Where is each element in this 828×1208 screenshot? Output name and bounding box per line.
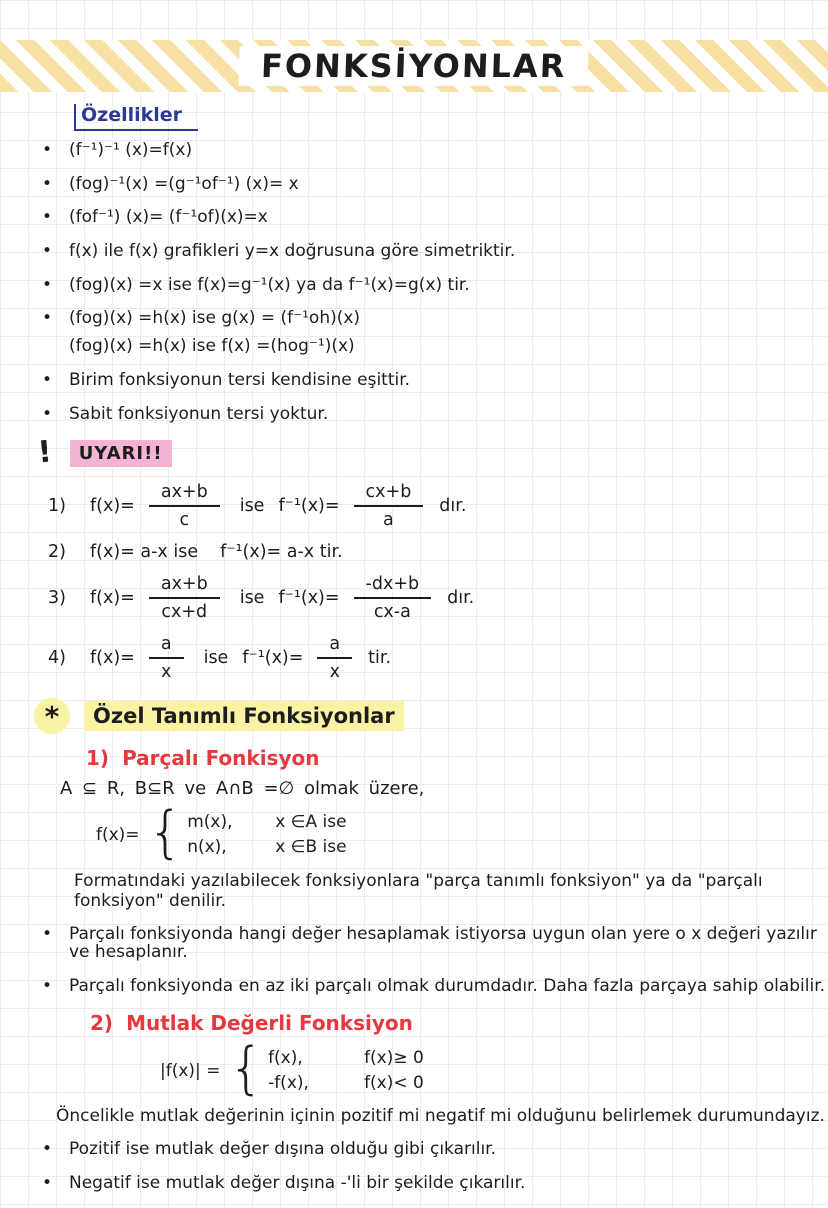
formula-suffix: tir. bbox=[368, 648, 392, 669]
fraction-denominator: x bbox=[161, 662, 172, 683]
list-item bbox=[42, 242, 828, 261]
list-item bbox=[42, 276, 828, 295]
list-item-continuation bbox=[42, 337, 828, 356]
formula-number: 2) bbox=[48, 542, 66, 563]
bullet-icon: • bbox=[42, 308, 53, 329]
case-condition: x ∈A ise bbox=[275, 812, 347, 833]
fraction-numerator: a bbox=[149, 634, 184, 659]
list-item-text: (f⁻¹)⁻¹ (x)=f(x) bbox=[69, 140, 193, 160]
list-item bbox=[42, 1174, 828, 1193]
bullet-icon: • bbox=[42, 976, 53, 997]
list-item-text: f(x) ile f(x) grafikleri y=x doğrusuna göre simetriktir. bbox=[69, 241, 516, 262]
list-item bbox=[42, 371, 828, 390]
list-item bbox=[42, 405, 828, 424]
bullet-icon: • bbox=[42, 173, 53, 194]
piecewise-cases bbox=[268, 1048, 424, 1093]
left-brace-icon: { bbox=[147, 800, 184, 866]
exclamation-icon: ! bbox=[36, 434, 54, 471]
subsection-number: 1) bbox=[86, 746, 110, 771]
bullet-icon: • bbox=[42, 1173, 53, 1194]
list-item-text: (fog)(x) =h(x) ise g(x) = (f⁻¹oh)(x) bbox=[69, 308, 361, 329]
subsection-label: Parçalı Fonkisyon bbox=[122, 746, 320, 771]
absolute-value-definition bbox=[160, 1035, 828, 1101]
properties-list bbox=[42, 141, 828, 423]
formula-lhs: f(x)= bbox=[90, 588, 135, 609]
bullet-icon: • bbox=[42, 207, 53, 228]
list-item-text: (fof⁻¹) (x)= (f⁻¹of)(x)=x bbox=[69, 207, 268, 228]
list-item bbox=[42, 1140, 828, 1159]
inverse-formula-list bbox=[0, 482, 828, 682]
case-expression: m(x), bbox=[187, 812, 233, 833]
list-item-text: Parçalı fonksiyonda hangi değer hesaplamak istiyorsa uygun olan yere o x değeri yazılır ve hesaplanır. bbox=[69, 923, 817, 963]
formula-number: 3) bbox=[48, 588, 66, 609]
formula-lhs: f(x)= a-x ise bbox=[90, 542, 199, 563]
fraction-denominator: a bbox=[383, 510, 394, 531]
case-condition: f(x)≥ 0 bbox=[364, 1048, 424, 1069]
formula-suffix: dır. bbox=[439, 496, 467, 517]
formula-number: 4) bbox=[48, 648, 66, 669]
list-item-text: Negatif ise mutlak değer dışına -'li bir şekilde çıkarılır. bbox=[69, 1173, 526, 1194]
piecewise-case bbox=[187, 812, 346, 832]
formula-row bbox=[48, 634, 828, 682]
formula-rhs: f⁻¹(x)= bbox=[242, 648, 304, 669]
parcali-notes-list bbox=[42, 925, 828, 996]
formula-number: 1) bbox=[48, 496, 66, 517]
formula-lhs: f(x)= bbox=[90, 496, 135, 517]
formula-connector: ise bbox=[239, 496, 265, 517]
bullet-icon: • bbox=[42, 403, 53, 424]
list-item bbox=[42, 175, 828, 194]
title-banner bbox=[0, 40, 828, 92]
case-expression: n(x), bbox=[187, 837, 227, 858]
formula-rhs: f⁻¹(x)= a-x tir. bbox=[220, 542, 343, 563]
case-condition: f(x)< 0 bbox=[364, 1073, 424, 1094]
list-item bbox=[42, 309, 828, 328]
warning-badge: UYARI!! bbox=[70, 440, 172, 467]
fraction-numerator: ax+b bbox=[149, 482, 220, 507]
warning-row bbox=[36, 434, 828, 471]
fraction-denominator: cx-a bbox=[373, 602, 411, 623]
notes-content bbox=[0, 96, 828, 1208]
list-item-text: Sabit fonksiyonun tersi yoktur. bbox=[69, 403, 329, 424]
list-item-text: (fog)(x) =x ise f(x)=g⁻¹(x) ya da f⁻¹(x)=g(x) tir. bbox=[69, 274, 470, 295]
case-condition: x ∈B ise bbox=[275, 837, 347, 858]
bullet-icon: • bbox=[42, 369, 53, 390]
list-item bbox=[42, 208, 828, 227]
formula-connector: ise bbox=[239, 588, 265, 609]
piecewise-cases bbox=[187, 812, 346, 857]
bullet-icon: • bbox=[42, 241, 53, 262]
list-item-text: (fog)⁻¹(x) =(g⁻¹of⁻¹) (x)= x bbox=[69, 173, 299, 194]
left-brace-icon: { bbox=[228, 1035, 265, 1101]
mutlak-notes-list bbox=[42, 1140, 828, 1192]
subsection-parcali-heading bbox=[86, 746, 828, 770]
fraction bbox=[354, 482, 424, 530]
section-header-row bbox=[74, 104, 828, 131]
case-expression: f(x), bbox=[268, 1048, 303, 1069]
bullet-icon: • bbox=[42, 923, 53, 944]
bullet-icon: • bbox=[42, 274, 53, 295]
section-ozellikler-label: Özellikler bbox=[74, 104, 198, 131]
list-item-text: Birim fonksiyonun tersi kendisine eşittir. bbox=[69, 369, 411, 390]
fraction bbox=[149, 634, 184, 682]
fraction bbox=[354, 574, 432, 622]
subsection-label: Mutlak Değerli Fonksiyon bbox=[126, 1010, 413, 1035]
bullet-icon: • bbox=[42, 1139, 53, 1160]
piecewise-case bbox=[268, 1073, 424, 1093]
formula-row bbox=[48, 482, 828, 530]
asterisk-icon: * bbox=[34, 698, 70, 734]
piecewise-lhs: f(x)= bbox=[96, 824, 140, 845]
fraction-denominator: cx+d bbox=[161, 602, 208, 623]
subsection-mutlak-heading bbox=[90, 1011, 828, 1035]
formula-connector: ise bbox=[203, 648, 229, 669]
list-item-text: (fog)(x) =h(x) ise f(x) =(hog⁻¹)(x) bbox=[69, 336, 355, 357]
formula-lhs: f(x)= bbox=[90, 648, 135, 669]
explanation-paragraph: Öncelikle mutlak değerinin içinin pozitif mi negatif mi olduğunu belirlemek durumundayız. bbox=[56, 1106, 825, 1127]
fraction-numerator: ax+b bbox=[149, 574, 220, 599]
piecewise-lhs: |f(x)| = bbox=[160, 1060, 221, 1081]
fraction-numerator: a bbox=[317, 634, 352, 659]
list-item bbox=[42, 925, 828, 962]
piecewise-definition bbox=[96, 800, 828, 866]
fraction-denominator: c bbox=[179, 510, 190, 531]
piecewise-case bbox=[268, 1048, 424, 1068]
fraction bbox=[149, 574, 220, 622]
fraction bbox=[317, 634, 352, 682]
list-item bbox=[42, 977, 828, 996]
fraction bbox=[149, 482, 220, 530]
section-ozel-tanimli bbox=[34, 698, 828, 734]
page-title: FONKSİYONLAR bbox=[239, 46, 590, 86]
case-expression: -f(x), bbox=[268, 1073, 309, 1094]
formula-rhs: f⁻¹(x)= bbox=[278, 496, 340, 517]
explanation-paragraph: Formatındaki yazılabilecek fonksiyonlara "parça tanımlı fonksiyon" ya da "parçalı fonksiyon" denilir. bbox=[74, 870, 763, 911]
list-item-text: Parçalı fonksiyonda en az iki parçalı olmak durumdadır. Daha fazla parçaya sahip olabilir. bbox=[69, 976, 826, 997]
set-definition-line: A ⊆ R, B⊆R ve A∩B =∅ olmak üzere, bbox=[60, 778, 425, 800]
formula-row bbox=[48, 542, 828, 562]
fraction-numerator: -dx+b bbox=[354, 574, 432, 599]
piecewise-case bbox=[187, 837, 346, 857]
formula-row bbox=[48, 574, 828, 622]
fraction-numerator: cx+b bbox=[354, 482, 424, 507]
bullet-icon: • bbox=[42, 140, 53, 160]
formula-rhs: f⁻¹(x)= bbox=[278, 588, 340, 609]
list-item bbox=[42, 141, 828, 160]
section-ozel-tanimli-label: Özel Tanımlı Fonksiyonlar bbox=[84, 701, 404, 731]
fraction-denominator: x bbox=[329, 662, 340, 683]
list-item-text: Pozitif ise mutlak değer dışına olduğu gibi çıkarılır. bbox=[69, 1139, 497, 1160]
bullet-spacer bbox=[42, 337, 56, 356]
formula-suffix: dır. bbox=[447, 588, 475, 609]
subsection-number: 2) bbox=[90, 1010, 114, 1035]
